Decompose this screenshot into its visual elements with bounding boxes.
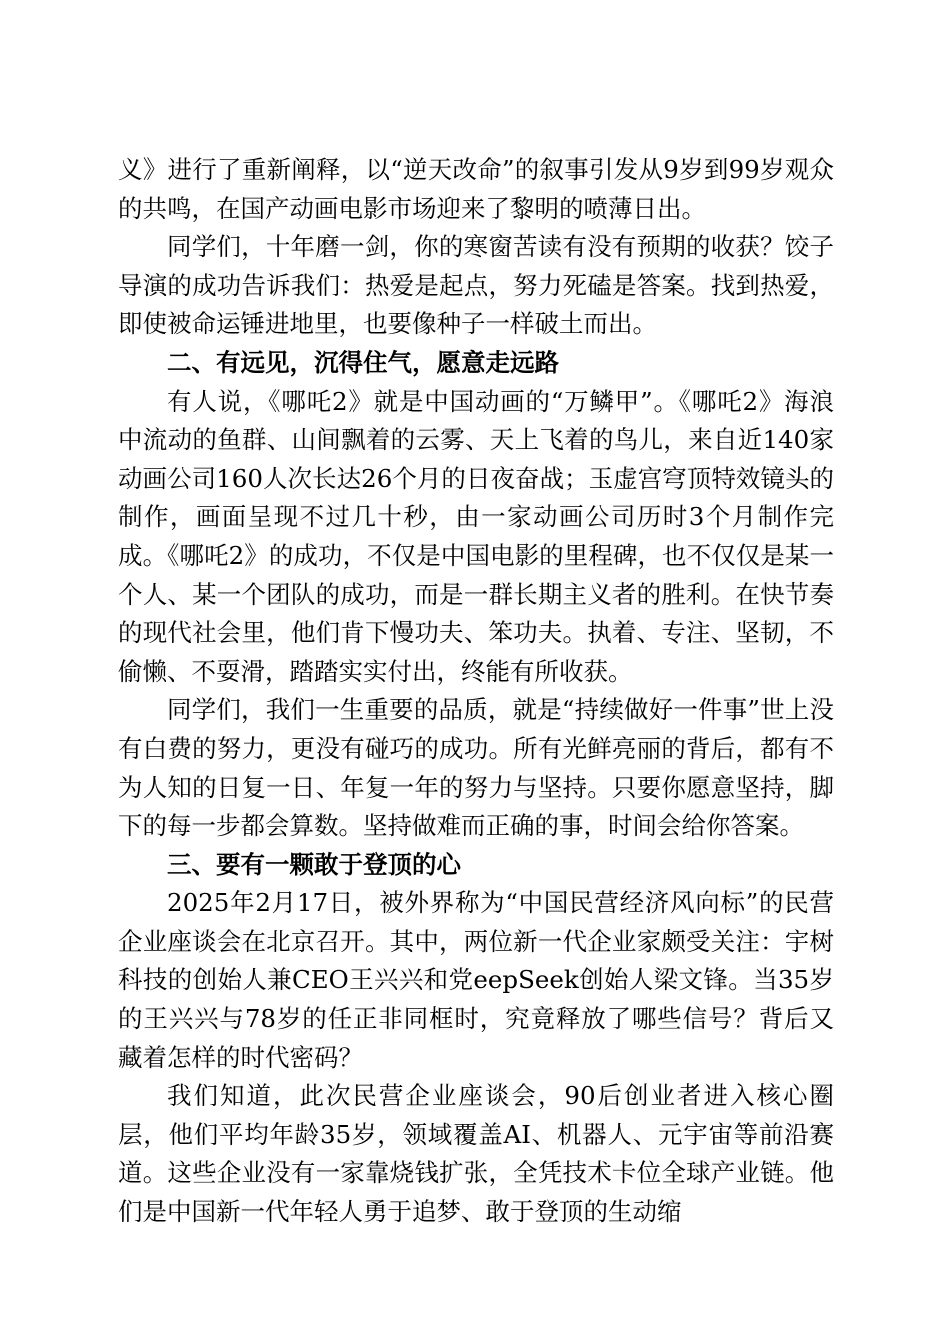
paragraph-young-entrepreneurs: 我们知道，此次民营企业座谈会，90后创业者进入核心圈层，他们平均年龄35岁，领域覆盖AI、机器人、元宇宙等前沿赛道。这些企业没有一家靠烧钱扩张，全凭技术卡位全球产业链。他们是中国新一代年轻人勇于追梦、敢于登顶的生动缩 [118,1081,834,1227]
paragraph-persistence: 同学们，我们一生重要的品质，就是“持续做好一件事”世上没有白费的努力，更没有碰巧的成功。所有光鲜亮丽的背后，都有不为人知的日复一日、年复一年的努力与坚持。只要你愿意坚持，脚下的每一步都会算数。坚持做难而正确的事，时间会给你答案。 [118,695,834,841]
document-page [118,151,834,1232]
paragraph-nezha-2: 有人说，《哪吒2》就是中国动画的“万鳞甲”。《哪吒2》海浪中流动的鱼群、山间飘着的云雾、天上飞着的鸟儿，来自近140家动画公司160人次长达26个月的日夜奋战；玉虚宫穹顶特效镜头的制作，画面呈现不过几十秒，由一家动画公司历时3个月制作完成。《哪吒2》的成功，不仅是中国电影的里程碑，也不仅仅是某一个人、某一个团队的成功，而是一群长期主义者的胜利。在快节奏的现代社会里，他们肯下慢功夫、笨功夫。执着、专注、坚韧，不偷懒、不耍滑，踏踏实实付出，终能有所收获。 [118,386,834,686]
paragraph-passion: 同学们，十年磨一剑，你的寒窗苦读有没有预期的收获？饺子导演的成功告诉我们：热爱是起点，努力死磕是答案。找到热爱，即使被命运锤进地里，也要像种子一样破土而出。 [118,232,834,339]
section-heading-3: 三、要有一颗敢于登顶的心 [167,849,461,879]
section-heading-2: 二、有远见，沉得住气，愿意走远路 [167,347,559,377]
paragraph-continued: 义》进行了重新阐释，以“逆天改命”的叙事引发从9岁到99岁观众的共鸣，在国产动画电影市场迎来了黎明的喷薄日出。 [118,155,834,223]
paragraph-symposium: 2025年2月17日，被外界称为“中国民营经济风向标”的民营企业座谈会在北京召开。其中，两位新一代企业家颇受关注：宇树科技的创始人兼CEO王兴兴和党eepSeek创始人梁文锋。当35岁的王兴兴与78岁的任正非同框时，究竟释放了哪些信号？背后又藏着怎样的时代密码？ [118,888,834,1072]
